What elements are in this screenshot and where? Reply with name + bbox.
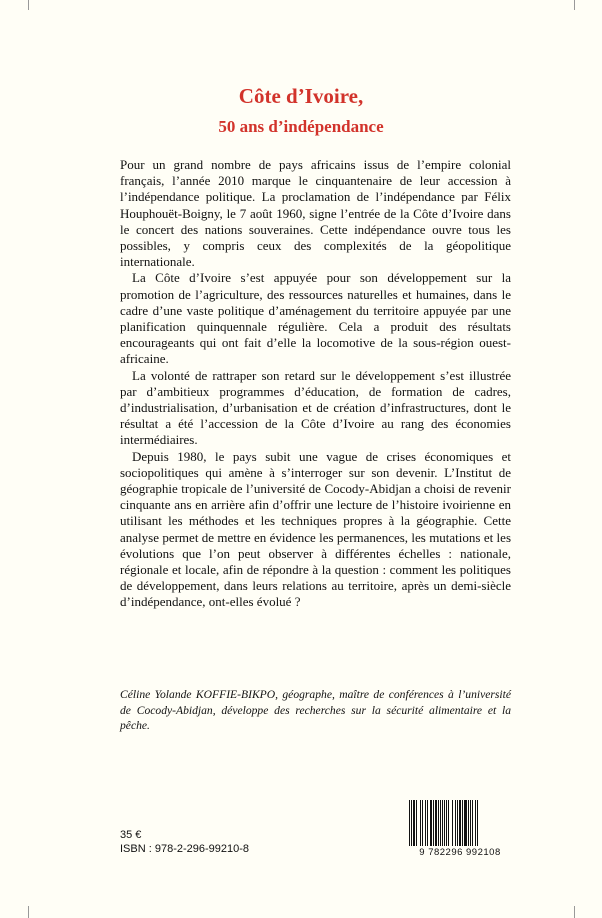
book-title: Côte d’Ivoire, [238, 84, 364, 108]
crop-mark [574, 906, 575, 918]
author-bio: Céline Yolande KOFFIE-BIKPO, géographe, maître de conférences à l’université de Cocody-Abidjan, développe des recherches sur la sécurité alimentaire et la pêche. [120, 688, 511, 732]
price: 35 € [120, 829, 142, 841]
barcode [409, 800, 511, 858]
blurb-paragraph: Pour un grand nombre de pays africains issus de l’empire colonial français, l’année 2010 marque le cinquantenaire de leur accession à l’indépendance politique. La proclamation de l’indépendance par Félix Houphouët-Boigny, le 7 août 1960, signe l’entrée de la Côte d’Ivoire dans le concert des nations souveraines. Cette indépendance ouvre tous les possibles, y compris ceux des complexités de la géopolitique internationale. [120, 157, 511, 270]
isbn: ISBN : 978-2-296-99210-8 [120, 843, 250, 855]
crop-mark [28, 906, 29, 918]
price-block [120, 828, 249, 856]
blurb-paragraph: Depuis 1980, le pays subit une vague de crises économiques et sociopolitiques qui amène à s’interroger sur son devenir. L’Institut de géographie tropicale de l’université de Cocody-Abidjan a choisi de revenir cinquante ans en arrière afin d’offrir une lecture de l’histoire ivoirienne en utilisant les méthodes et les techniques propres à la géographie. Cette analyse permet de mettre en évidence les permanences, les mutations et les évolutions que l’on peut observer à différentes échelles : nationale, régionale et locale, afin de répondre à la question : comment les politiques de développement, dans leurs relations au territoire, après un demi-siècle d’indépendance, ont-elles évolué ? [120, 448, 511, 610]
crop-mark [574, 0, 575, 10]
blurb-paragraph: La volonté de rattraper son retard sur le développement s’est illustrée par d’ambitieux programmes d’éducation, de formation de cadres, d’industrialisation, d’urbanisation et de création d’infrastructures, dont le résultat a été l’accession de la Côte d’Ivoire au rang des économies intermédiaires. [120, 367, 511, 448]
blurb-paragraph: La Côte d’Ivoire s’est appuyée pour son développement sur la promotion de l’agriculture, des ressources naturelles et humaines, dans le cadre d’une vaste politique d’aménagement du territoire appuyée par une planification quinquennale régulière. Cela a produit des résultats encourageants qui ont fait d’elle la locomotive de la sous-région ouest-africaine. [120, 270, 511, 367]
barcode-bars [409, 800, 511, 846]
barcode-number: 9 782296 992108 [419, 847, 501, 858]
book-subtitle: 50 ans d’indépendance [218, 117, 384, 136]
blurb [120, 157, 511, 611]
crop-mark [28, 0, 29, 10]
barcode-bar [478, 800, 479, 846]
